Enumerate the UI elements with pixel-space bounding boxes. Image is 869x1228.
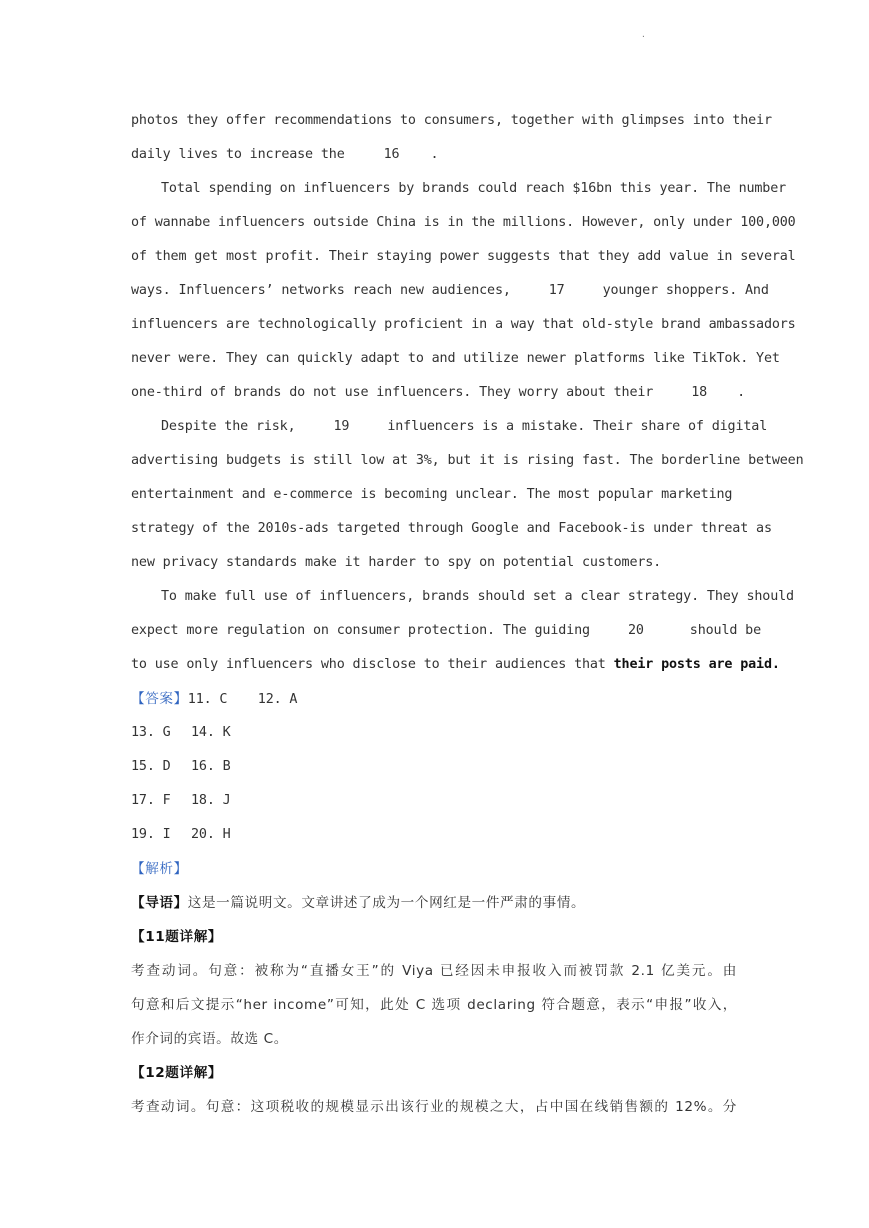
passage-line: advertising budgets is still low at 3%, but it is rising fast. The borderline between	[131, 453, 804, 468]
analysis-line: 考查动词。句意：这项税收的规模显示出该行业的规模之大，占中国在线销售额的 12%。分	[131, 1099, 737, 1115]
passage-line: Despite the risk, 19 influencers is a mistake. Their share of digital	[131, 410, 737, 444]
answer-row: 17. F 18. J	[131, 793, 231, 808]
blank-20: 20	[627, 623, 644, 638]
passage-line: never were. They can quickly adapt to and utilize newer platforms like TikTok. Yet	[131, 351, 780, 366]
analysis-line: 作介词的宾语。故选 C。	[131, 1031, 288, 1047]
passage-line: expect more regulation on consumer protection. The guiding 20 should be	[131, 614, 737, 648]
passage-line: Total spending on influencers by brands could reach $16bn this year. The number	[161, 181, 787, 196]
passage-line: photos they offer recommendations to consumers, together with glimpses into their	[131, 113, 772, 128]
blank-18: 18	[691, 385, 708, 400]
passage-line: entertainment and e-commerce is becoming unclear. The most popular marketing	[131, 487, 733, 502]
content	[131, 104, 804, 1124]
passage-line: to use only influencers who disclose to their audiences that their posts are paid.	[131, 657, 780, 672]
q12-label: 【12题详解】	[131, 1065, 223, 1081]
passage-line: To make full use of influencers, brands should set a clear strategy. They should	[161, 589, 794, 604]
answer-row: 15. D 16. B	[131, 759, 231, 774]
header-dot: .	[641, 30, 646, 39]
answer-label: 【答案】	[131, 691, 188, 707]
passage-line: new privacy standards make it harder to spy on potential customers.	[131, 555, 662, 570]
blank-19: 19	[333, 419, 350, 434]
passage-line: of them get most profit. Their staying power suggests that they add value in several	[131, 249, 796, 264]
intro-line: 【导语】这是一篇说明文。文章讲述了成为一个网红是一件严肃的事情。	[131, 895, 586, 911]
answer-row: 13. G 14. K	[131, 725, 231, 740]
analysis-line: 句意和后文提示“her income”可知，此处 C 选项 declaring 符合题意，表示“申报”收入，	[131, 997, 737, 1013]
blank-17: 17	[548, 283, 565, 298]
blank-16: 16	[383, 147, 400, 162]
passage-line: one-third of brands do not use influencers. They worry about their 18 .	[131, 376, 737, 410]
analysis-label: 【解析】	[131, 861, 188, 877]
passage-line: strategy of the 2010s-ads targeted through Google and Facebook-is under threat as	[131, 521, 772, 536]
passage-line: of wannabe influencers outside China is in the millions. However, only under 100,000	[131, 215, 796, 230]
passage-line: ways. Influencers’ networks reach new audiences, 17 younger shoppers. And	[131, 274, 737, 308]
answer-row: 19. I 20. H	[131, 827, 231, 842]
analysis-line: 考查动词。句意：被称为“直播女王”的 Viya 已经因未申报收入而被罚款 2.1 亿美元。由	[131, 963, 737, 979]
passage-line: influencers are technologically proficient in a way that old-style brand ambassadors	[131, 317, 796, 332]
passage-line: daily lives to increase the 16 .	[131, 138, 737, 172]
q11-label: 【11题详解】	[131, 929, 223, 945]
answer-row: 【答案】11. C 12. A	[131, 682, 737, 716]
